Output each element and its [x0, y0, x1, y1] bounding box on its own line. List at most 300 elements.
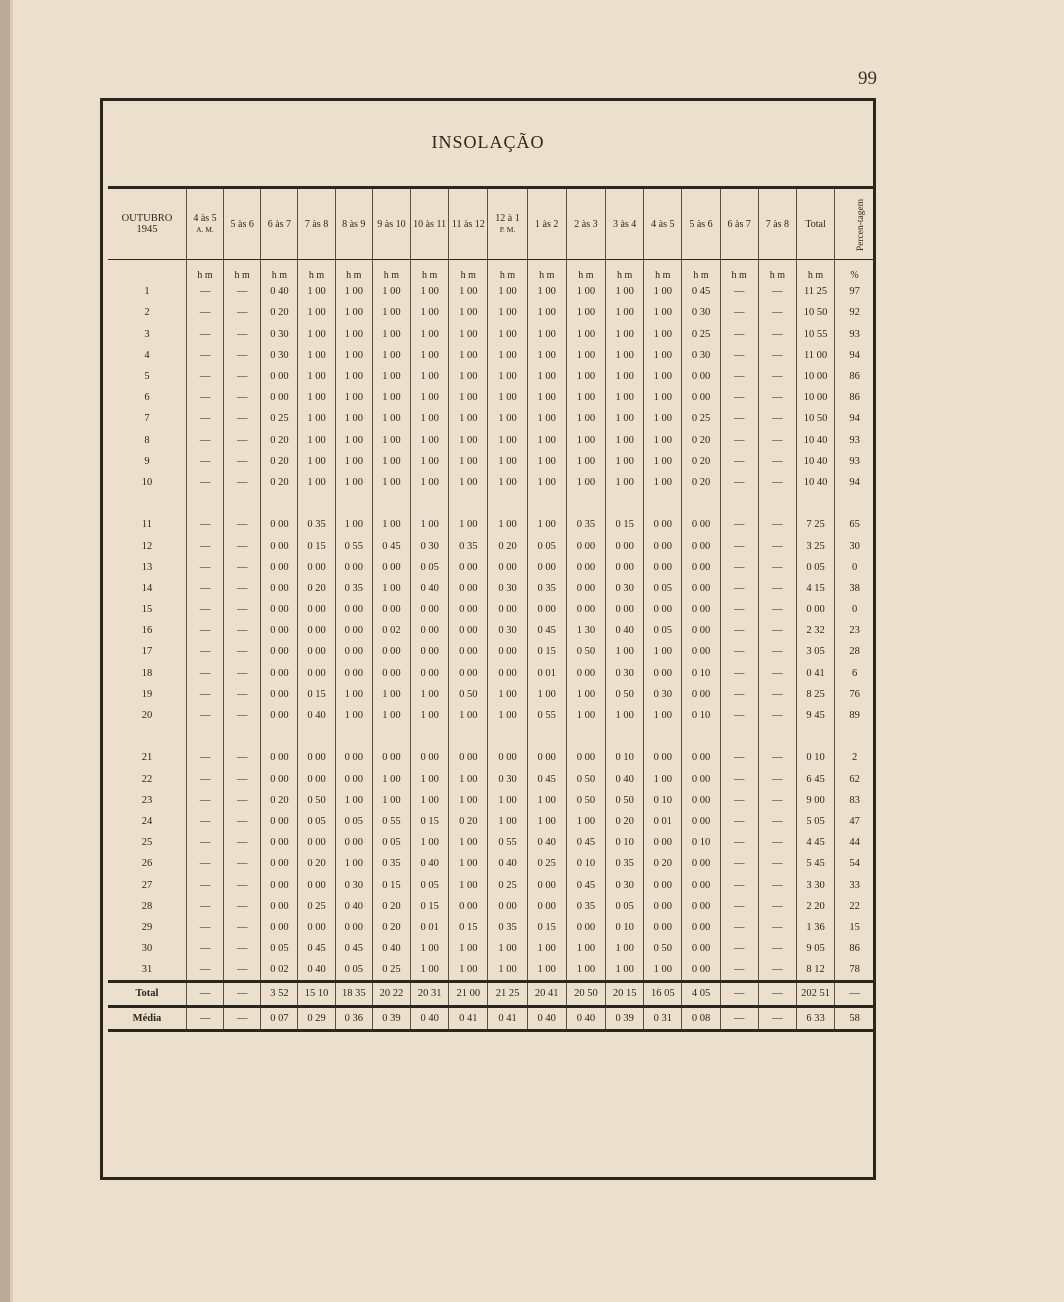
- value-cell: 1 00: [488, 684, 527, 705]
- value-cell: 1 00: [335, 366, 372, 387]
- table-row: [108, 959, 874, 982]
- table-body: [108, 260, 874, 1031]
- page-left-edge-shade: [10, 0, 13, 1302]
- unit-hm-label: h m: [335, 260, 372, 282]
- value-cell: —: [720, 578, 758, 599]
- value-cell: 1 00: [488, 345, 527, 366]
- value-cell: 0 45: [527, 769, 566, 790]
- percent-cell: 15: [835, 917, 874, 938]
- unit-hm-label: h m: [261, 260, 298, 282]
- value-cell: —: [224, 874, 261, 895]
- value-cell: 0 00: [527, 896, 566, 917]
- value-cell: 0 00: [644, 896, 682, 917]
- gap-cell: [186, 726, 223, 747]
- value-cell: 0 00: [261, 811, 298, 832]
- day-cell: 12: [141, 540, 153, 552]
- value-cell: 0 40: [335, 896, 372, 917]
- gap-cell: [566, 493, 605, 514]
- value-cell: 0 30: [335, 874, 372, 895]
- value-cell: —: [224, 747, 261, 768]
- value-cell: 1 00: [335, 790, 372, 811]
- hour-column-header: [606, 188, 644, 260]
- value-cell: 0 40: [261, 281, 298, 302]
- value-cell: —: [720, 387, 758, 408]
- value-cell: 1 00: [335, 281, 372, 302]
- percent-cell: 92: [835, 302, 874, 323]
- value-cell: 8 25: [796, 684, 834, 705]
- value-cell: 1 30: [566, 620, 605, 641]
- value-cell: 0 15: [372, 874, 410, 895]
- total-row-cell: 18 35: [335, 982, 372, 1006]
- value-cell: —: [758, 620, 796, 641]
- value-cell: 0 00: [261, 853, 298, 874]
- value-cell: 0 00: [527, 747, 566, 768]
- value-cell: 1 00: [527, 514, 566, 535]
- gap-cell: [449, 726, 488, 747]
- value-cell: 1 00: [488, 705, 527, 726]
- value-cell: —: [186, 514, 223, 535]
- value-cell: —: [224, 599, 261, 620]
- value-cell: 0 00: [411, 641, 449, 662]
- value-cell: —: [720, 684, 758, 705]
- value-cell: 0 00: [261, 747, 298, 768]
- value-cell: —: [720, 557, 758, 578]
- value-cell: —: [186, 790, 223, 811]
- percent-cell: 78: [835, 959, 874, 982]
- value-cell: 3 25: [796, 535, 834, 556]
- value-cell: 0 00: [682, 896, 720, 917]
- value-cell: 0 25: [298, 896, 335, 917]
- value-cell: 0 05: [335, 811, 372, 832]
- value-cell: 1 00: [606, 430, 644, 451]
- value-cell: 0 35: [488, 917, 527, 938]
- value-cell: —: [186, 281, 223, 302]
- value-cell: 0 45: [682, 281, 720, 302]
- value-cell: 1 00: [606, 387, 644, 408]
- value-cell: 0 00: [449, 599, 488, 620]
- value-cell: 0 00: [566, 535, 605, 556]
- value-cell: 0 20: [298, 578, 335, 599]
- hour-column-header: [682, 188, 720, 260]
- gap-cell: [335, 493, 372, 514]
- value-cell: 1 00: [566, 811, 605, 832]
- gap-cell: [372, 493, 410, 514]
- total-row-cell: 20 31: [411, 982, 449, 1006]
- day-cell: 29: [141, 921, 153, 933]
- total-row-cell: —: [186, 982, 223, 1006]
- value-cell: —: [224, 853, 261, 874]
- value-cell: 1 00: [606, 641, 644, 662]
- value-cell: 1 00: [411, 514, 449, 535]
- media-row-cell: 0 40: [411, 1006, 449, 1030]
- value-cell: 1 00: [606, 938, 644, 959]
- gap-cell: [566, 726, 605, 747]
- value-cell: 0 00: [372, 747, 410, 768]
- value-cell: 1 00: [488, 281, 527, 302]
- value-cell: 0 40: [527, 832, 566, 853]
- value-cell: 0 45: [527, 620, 566, 641]
- value-cell: 1 00: [372, 302, 410, 323]
- percent-cell: 86: [835, 366, 874, 387]
- value-cell: —: [758, 557, 796, 578]
- value-cell: 1 00: [527, 811, 566, 832]
- value-cell: 0 00: [644, 747, 682, 768]
- value-cell: 0 30: [644, 684, 682, 705]
- value-cell: 0 00: [298, 557, 335, 578]
- table-row: [108, 324, 874, 345]
- value-cell: 0 35: [298, 514, 335, 535]
- gap-cell: [108, 726, 186, 747]
- value-cell: 0 35: [566, 514, 605, 535]
- value-cell: 1 00: [566, 430, 605, 451]
- table-row: [108, 853, 874, 874]
- media-row-cell: —: [224, 1006, 261, 1030]
- table-row: [108, 387, 874, 408]
- value-cell: —: [758, 599, 796, 620]
- value-cell: 1 00: [606, 324, 644, 345]
- value-cell: 0 00: [261, 557, 298, 578]
- value-cell: 1 00: [298, 366, 335, 387]
- value-cell: —: [224, 578, 261, 599]
- media-row-percent: 58: [835, 1006, 874, 1030]
- total-row-cell: 21 25: [488, 982, 527, 1006]
- value-cell: 0 30: [606, 663, 644, 684]
- value-cell: 1 00: [644, 302, 682, 323]
- value-cell: 0 00: [298, 620, 335, 641]
- table-row: [108, 769, 874, 790]
- value-cell: 0 02: [372, 620, 410, 641]
- hour-range-label: 12 à 1: [495, 213, 520, 224]
- unit-hm-label: h m: [298, 260, 335, 282]
- value-cell: —: [224, 430, 261, 451]
- value-cell: 0 01: [411, 917, 449, 938]
- value-cell: —: [224, 896, 261, 917]
- gap-cell: [644, 493, 682, 514]
- day-cell: 27: [141, 879, 153, 891]
- value-cell: 1 00: [527, 959, 566, 982]
- value-cell: 1 00: [298, 281, 335, 302]
- value-cell: 1 00: [411, 324, 449, 345]
- value-cell: —: [224, 514, 261, 535]
- value-cell: 1 00: [298, 387, 335, 408]
- gap-cell: [527, 726, 566, 747]
- month-label: OUTUBRO: [121, 213, 173, 224]
- value-cell: 0 45: [335, 938, 372, 959]
- day-cell: 7: [144, 413, 150, 425]
- percent-cell: 62: [835, 769, 874, 790]
- value-cell: —: [186, 557, 223, 578]
- total-row-cell: 15 10: [298, 982, 335, 1006]
- value-cell: —: [758, 472, 796, 493]
- total-row-cell: —: [224, 982, 261, 1006]
- value-cell: —: [720, 599, 758, 620]
- table-row: [108, 874, 874, 895]
- value-cell: 0 02: [261, 959, 298, 982]
- value-cell: 0 00: [682, 917, 720, 938]
- hour-column-header: [644, 188, 682, 260]
- value-cell: 1 00: [298, 472, 335, 493]
- day-cell: 20: [141, 710, 153, 722]
- value-cell: —: [186, 451, 223, 472]
- value-cell: 1 00: [527, 684, 566, 705]
- value-cell: —: [224, 790, 261, 811]
- gap-cell: [527, 493, 566, 514]
- gap-cell: [682, 726, 720, 747]
- value-cell: 0 40: [372, 938, 410, 959]
- value-cell: 1 00: [527, 451, 566, 472]
- value-cell: 0 50: [606, 684, 644, 705]
- value-cell: —: [758, 769, 796, 790]
- table-row: [108, 366, 874, 387]
- day-cell: 4: [144, 349, 150, 361]
- value-cell: 0 00: [644, 874, 682, 895]
- table-row: [108, 832, 874, 853]
- value-cell: 1 00: [488, 408, 527, 429]
- value-cell: 0 55: [488, 832, 527, 853]
- value-cell: 0 00: [335, 599, 372, 620]
- table-row: [108, 747, 874, 768]
- value-cell: 0 00: [682, 811, 720, 832]
- unit-hm-label: h m: [186, 260, 223, 282]
- value-cell: 0 20: [298, 853, 335, 874]
- meridian-label: A. M.: [196, 225, 214, 234]
- value-cell: 0 00: [261, 684, 298, 705]
- table-row: [108, 345, 874, 366]
- value-cell: 10 40: [796, 451, 834, 472]
- value-cell: —: [758, 874, 796, 895]
- hour-column-header: [298, 188, 335, 260]
- value-cell: 0 00: [682, 874, 720, 895]
- value-cell: 3 30: [796, 874, 834, 895]
- value-cell: 1 00: [566, 938, 605, 959]
- value-cell: 0 00: [566, 578, 605, 599]
- value-cell: 0 10: [606, 747, 644, 768]
- value-cell: 0 00: [261, 663, 298, 684]
- value-cell: 0 20: [682, 451, 720, 472]
- value-cell: 1 00: [449, 959, 488, 982]
- hour-column-header: [186, 188, 223, 260]
- value-cell: 0 05: [644, 578, 682, 599]
- table-row: [108, 535, 874, 556]
- value-cell: 0 50: [449, 684, 488, 705]
- value-cell: 0 15: [527, 917, 566, 938]
- total-row: [108, 982, 874, 1006]
- unit-hm-label: h m: [758, 260, 796, 282]
- value-cell: 0 00: [372, 641, 410, 662]
- percent-cell: 23: [835, 620, 874, 641]
- value-cell: 1 00: [488, 430, 527, 451]
- value-cell: 1 00: [372, 345, 410, 366]
- value-cell: 1 00: [488, 387, 527, 408]
- value-cell: —: [758, 430, 796, 451]
- value-cell: 0 05: [335, 959, 372, 982]
- gap-cell: [488, 726, 527, 747]
- value-cell: —: [720, 790, 758, 811]
- value-cell: 0 01: [644, 811, 682, 832]
- value-cell: 1 00: [298, 324, 335, 345]
- table-row: [108, 281, 874, 302]
- value-cell: —: [720, 302, 758, 323]
- year-label: 1945: [136, 224, 158, 235]
- value-cell: 1 00: [335, 472, 372, 493]
- value-cell: 1 00: [644, 430, 682, 451]
- value-cell: 0 30: [411, 535, 449, 556]
- value-cell: 1 00: [372, 578, 410, 599]
- table-row: [108, 408, 874, 429]
- value-cell: 2 20: [796, 896, 834, 917]
- value-cell: 10 40: [796, 430, 834, 451]
- value-cell: 0 10: [682, 705, 720, 726]
- percent-cell: 76: [835, 684, 874, 705]
- value-cell: 1 00: [527, 302, 566, 323]
- value-cell: 1 00: [606, 408, 644, 429]
- table-row: [108, 641, 874, 662]
- value-cell: —: [186, 345, 223, 366]
- value-cell: 0 45: [566, 832, 605, 853]
- value-cell: 0 00: [261, 620, 298, 641]
- day-cell: 16: [141, 625, 153, 637]
- day-cell: 15: [141, 604, 153, 616]
- media-row-cell: 0 31: [644, 1006, 682, 1030]
- value-cell: —: [758, 938, 796, 959]
- value-cell: —: [758, 578, 796, 599]
- value-cell: 0 00: [682, 557, 720, 578]
- value-cell: 1 00: [644, 324, 682, 345]
- value-cell: 1 00: [372, 472, 410, 493]
- value-cell: 1 00: [644, 769, 682, 790]
- value-cell: 0 10: [606, 917, 644, 938]
- value-cell: 5 05: [796, 811, 834, 832]
- value-cell: 1 00: [606, 705, 644, 726]
- gap-cell: [298, 726, 335, 747]
- value-cell: 1 00: [488, 790, 527, 811]
- media-row-cell: 0 40: [527, 1006, 566, 1030]
- value-cell: 0 05: [644, 620, 682, 641]
- value-cell: 0 00: [796, 599, 834, 620]
- percent-cell: 94: [835, 408, 874, 429]
- value-cell: 0 45: [372, 535, 410, 556]
- hour-range-label: Total: [805, 218, 826, 230]
- value-cell: 1 00: [449, 451, 488, 472]
- value-cell: 0 10: [644, 790, 682, 811]
- value-cell: —: [224, 938, 261, 959]
- hour-column-header: [449, 188, 488, 260]
- value-cell: 0 30: [488, 620, 527, 641]
- value-cell: 0 50: [566, 769, 605, 790]
- value-cell: 0 00: [566, 663, 605, 684]
- value-cell: —: [186, 472, 223, 493]
- unit-percent-label: %: [835, 260, 874, 282]
- media-row-label: Média: [108, 1006, 186, 1030]
- hour-range-label: 6 às 7: [727, 218, 751, 230]
- value-cell: 0 00: [298, 769, 335, 790]
- value-cell: 0 15: [298, 684, 335, 705]
- value-cell: 0 00: [335, 663, 372, 684]
- total-row-cell: 20 15: [606, 982, 644, 1006]
- value-cell: 0 00: [335, 620, 372, 641]
- hour-range-label: 11 às 12: [451, 218, 485, 230]
- value-cell: 0 00: [411, 747, 449, 768]
- value-cell: 0 00: [682, 853, 720, 874]
- percent-header-label: Percen-tagem: [856, 198, 867, 251]
- value-cell: —: [758, 387, 796, 408]
- value-cell: 0 00: [261, 535, 298, 556]
- value-cell: —: [720, 366, 758, 387]
- value-cell: 1 00: [488, 324, 527, 345]
- media-row-cell: 0 39: [606, 1006, 644, 1030]
- value-cell: 0 00: [261, 896, 298, 917]
- value-cell: 1 00: [411, 769, 449, 790]
- value-cell: 1 00: [606, 345, 644, 366]
- value-cell: 0 40: [298, 705, 335, 726]
- value-cell: 0 00: [527, 557, 566, 578]
- value-cell: —: [720, 853, 758, 874]
- percent-cell: 6: [835, 663, 874, 684]
- value-cell: 0 50: [566, 790, 605, 811]
- value-cell: —: [720, 705, 758, 726]
- media-row-cell: —: [758, 1006, 796, 1030]
- value-cell: —: [758, 790, 796, 811]
- value-cell: 0 00: [527, 599, 566, 620]
- value-cell: 1 00: [298, 302, 335, 323]
- value-cell: 1 00: [527, 938, 566, 959]
- value-cell: 1 00: [527, 790, 566, 811]
- value-cell: 1 00: [411, 684, 449, 705]
- value-cell: 1 00: [372, 366, 410, 387]
- value-cell: —: [186, 620, 223, 641]
- value-cell: 10 40: [796, 472, 834, 493]
- value-cell: —: [224, 769, 261, 790]
- hour-range-label: 5 às 6: [230, 218, 254, 230]
- value-cell: 0 35: [606, 853, 644, 874]
- value-cell: —: [186, 684, 223, 705]
- value-cell: 0 00: [682, 769, 720, 790]
- percent-cell: 2: [835, 747, 874, 768]
- value-cell: 0 00: [335, 557, 372, 578]
- value-cell: —: [720, 451, 758, 472]
- value-cell: 1 00: [411, 832, 449, 853]
- value-cell: —: [186, 641, 223, 662]
- value-cell: 0 55: [527, 705, 566, 726]
- value-cell: —: [186, 769, 223, 790]
- value-cell: 0 05: [527, 535, 566, 556]
- value-cell: 0 05: [411, 874, 449, 895]
- gap-cell: [758, 726, 796, 747]
- value-cell: —: [720, 641, 758, 662]
- value-cell: 0 35: [335, 578, 372, 599]
- total-row-cell: —: [720, 982, 758, 1006]
- value-cell: —: [186, 832, 223, 853]
- value-cell: 1 00: [449, 938, 488, 959]
- value-cell: 1 00: [488, 302, 527, 323]
- value-cell: 1 00: [644, 451, 682, 472]
- value-cell: 0 00: [606, 599, 644, 620]
- value-cell: 0 25: [488, 874, 527, 895]
- value-cell: 1 00: [527, 387, 566, 408]
- value-cell: 0 00: [335, 747, 372, 768]
- value-cell: 1 00: [606, 959, 644, 982]
- value-cell: —: [758, 345, 796, 366]
- value-cell: 0 00: [335, 917, 372, 938]
- value-cell: 0 05: [372, 832, 410, 853]
- value-cell: 1 00: [566, 684, 605, 705]
- insolation-table: [108, 186, 874, 1032]
- value-cell: 1 00: [566, 281, 605, 302]
- value-cell: —: [186, 959, 223, 982]
- value-cell: 0 25: [261, 408, 298, 429]
- value-cell: 1 00: [372, 430, 410, 451]
- table-row: [108, 302, 874, 323]
